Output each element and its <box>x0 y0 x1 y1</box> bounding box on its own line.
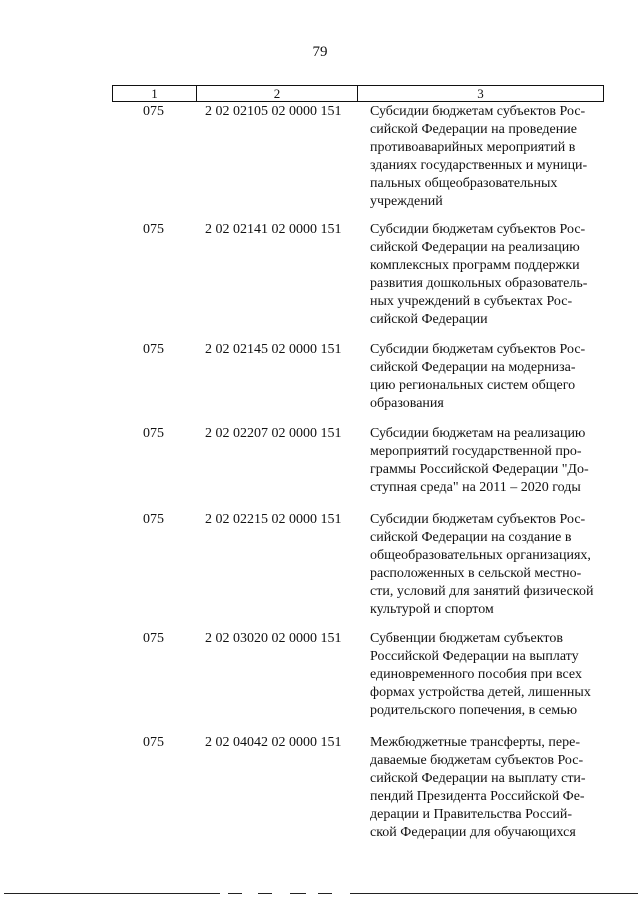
footer-rule <box>258 893 272 894</box>
description-line: сийской Федерации на реализацию <box>370 240 580 255</box>
admin-code: 075 <box>143 735 164 750</box>
description <box>363 630 608 720</box>
description-line: Субвенции бюджетам субъектов <box>370 631 563 646</box>
description <box>363 341 608 413</box>
description-line: сийской Федерации на выплату сти- <box>370 771 586 786</box>
description-line: мероприятий государственной про- <box>370 444 582 459</box>
footer-rule <box>4 893 220 894</box>
footer-rule <box>290 893 306 894</box>
description-line: Российской Федерации на выплату <box>370 649 579 664</box>
table-row <box>112 221 608 329</box>
description-line: граммы Российской Федерации "До- <box>370 462 589 477</box>
description-line: ступная среда" на 2011 – 2020 годы <box>370 480 581 495</box>
budget-code: 2 02 03020 02 0000 151 <box>205 631 342 646</box>
budget-code: 2 02 02207 02 0000 151 <box>205 426 342 441</box>
description-line: комплексных программ поддержки <box>370 258 580 273</box>
description-line: культурой и спортом <box>370 602 494 617</box>
description-line: учреждений <box>370 194 443 209</box>
header-col-1: 1 <box>113 86 197 101</box>
budget-code: 2 02 02141 02 0000 151 <box>205 222 342 237</box>
description <box>363 511 608 619</box>
table-row <box>112 511 608 619</box>
description-line: ных учреждений в субъектах Рос- <box>370 294 573 309</box>
table-header <box>112 85 604 102</box>
description-line: дерации и Правительства Россий- <box>370 807 572 822</box>
header-col-3: 3 <box>477 86 484 101</box>
description <box>363 103 608 211</box>
description-line: Субсидии бюджетам субъектов Рос- <box>370 222 586 237</box>
admin-code: 075 <box>143 512 164 527</box>
budget-code: 2 02 02145 02 0000 151 <box>205 342 342 357</box>
description <box>363 425 608 497</box>
admin-code: 075 <box>143 342 164 357</box>
description-line: родительского попечения, в семью <box>370 703 578 718</box>
budget-code: 2 02 02215 02 0000 151 <box>205 512 342 527</box>
footer-rule <box>350 893 638 894</box>
footer-rule <box>318 893 332 894</box>
description-line: сийской Федерации на проведение <box>370 122 577 137</box>
page-number: 79 <box>312 44 328 60</box>
header-col-2: 2 <box>197 86 358 101</box>
admin-code: 075 <box>143 222 164 237</box>
description-line: сийской Федерации <box>370 312 488 327</box>
description-line: сийской Федерации на создание в <box>370 530 572 545</box>
description-line: Межбюджетные трансферты, пере- <box>370 735 580 750</box>
description-line: расположенных в сельской местно- <box>370 566 582 581</box>
description-line: цию региональных систем общего <box>370 378 576 393</box>
description-line: Субсидии бюджетам на реализацию <box>370 426 586 441</box>
description-line: ской Федерации для обучающихся <box>370 825 576 840</box>
budget-code: 2 02 04042 02 0000 151 <box>205 735 342 750</box>
table-row <box>112 103 608 211</box>
footer-rule <box>228 893 242 894</box>
description-line: Субсидии бюджетам субъектов Рос- <box>370 342 586 357</box>
description <box>363 221 608 329</box>
table-row <box>112 425 608 497</box>
description-line: Субсидии бюджетам субъектов Рос- <box>370 512 586 527</box>
table-row <box>112 734 608 842</box>
description-line: сти, условий для занятий физической <box>370 584 594 599</box>
table-row <box>112 630 608 720</box>
description-line: единовременного пособия при всех <box>370 667 582 682</box>
description-line: даваемые бюджетам субъектов Рос- <box>370 753 584 768</box>
description <box>363 734 608 842</box>
admin-code: 075 <box>143 104 164 119</box>
description-line: сийской Федерации на модерниза- <box>370 360 576 375</box>
description-line: пендий Президента Российской Фе- <box>370 789 585 804</box>
description-line: формах устройства детей, лишенных <box>370 685 591 700</box>
description-line: образования <box>370 396 444 411</box>
admin-code: 075 <box>143 426 164 441</box>
description-line: развития дошкольных образователь- <box>370 276 588 291</box>
description-line: пальных общеобразовательных <box>370 176 558 191</box>
description-line: противоаварийных мероприятий в <box>370 140 576 155</box>
table-row <box>112 341 608 413</box>
budget-code: 2 02 02105 02 0000 151 <box>205 104 342 119</box>
admin-code: 075 <box>143 631 164 646</box>
description-line: Субсидии бюджетам субъектов Рос- <box>370 104 586 119</box>
description-line: общеобразовательных организациях, <box>370 548 591 563</box>
description-line: зданиях государственных и муници- <box>370 158 588 173</box>
